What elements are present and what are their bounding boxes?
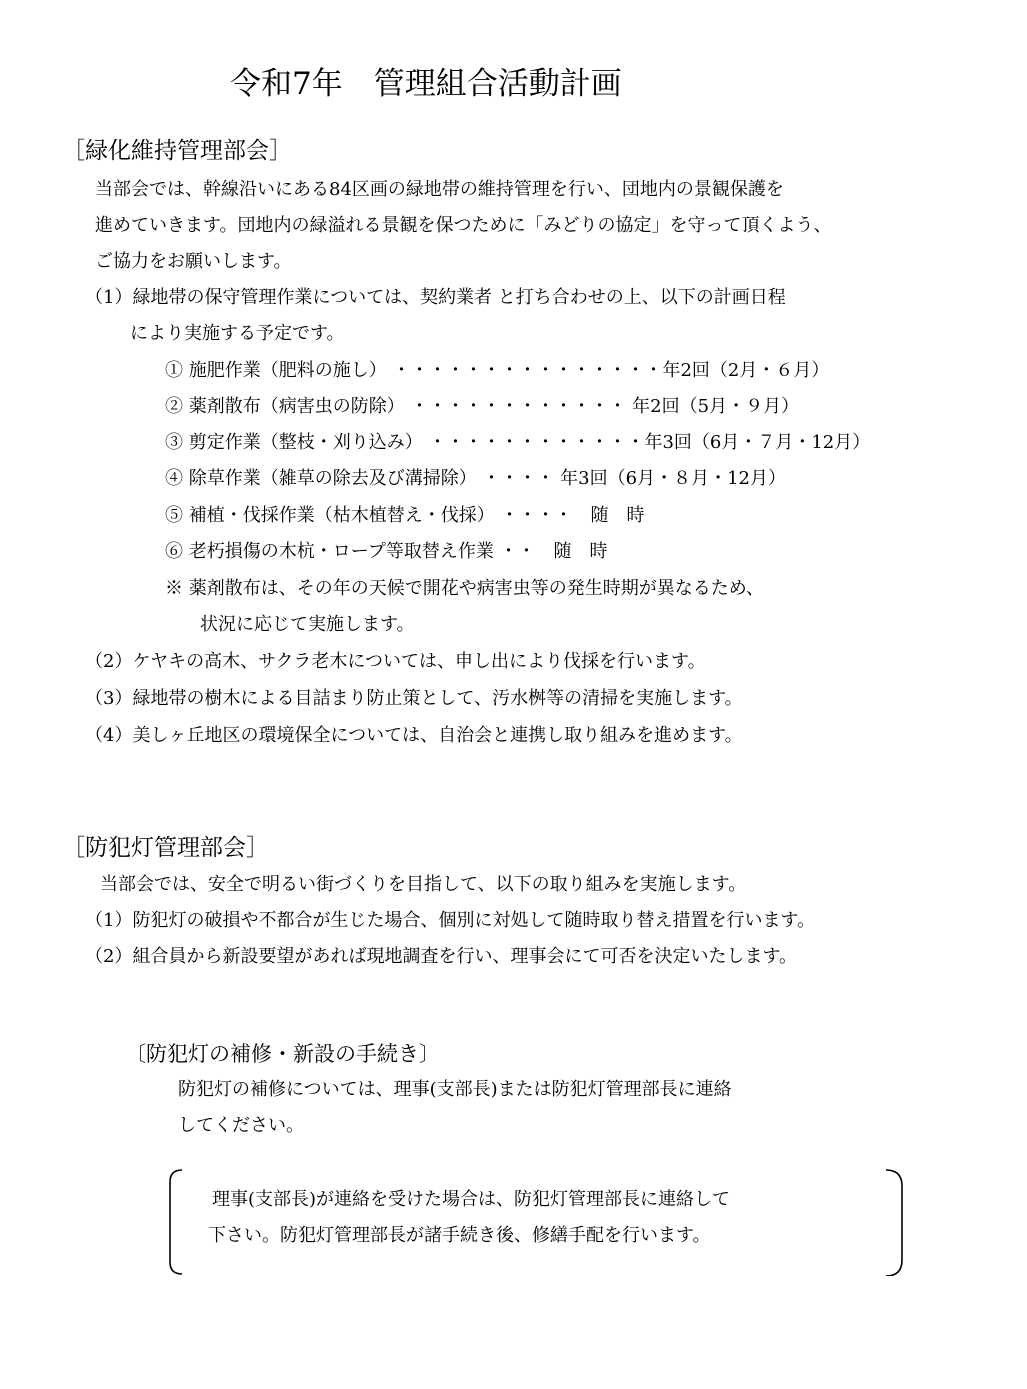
schedule-item: ① 施肥作業（肥料の施し） ・・・・・・・・・・・・・・・年2回（2月・６月） (165, 360, 830, 381)
schedule-item: ③ 剪定作業（整枝・刈り込み） ・・・・・・・・・・・・年3回（6月・７月・12月） (165, 432, 871, 453)
schedule-item: ② 薬剤散布（病害虫の防除） ・・・・・・・・・・・・ 年2回（5月・９月） (165, 396, 800, 417)
greenery-item-3: （3）緑地帯の樹木による目詰まり防止策として、汚水桝等の清掃を実施します。 (85, 688, 743, 709)
streetlight-heading: ［防犯灯管理部会］ (62, 835, 269, 861)
greenery-item-1: （1）緑地帯の保守管理作業については、契約業者 と打ち合わせの上、以下の計画日程 (85, 287, 786, 308)
schedule-item: ④ 除草作業（雑草の除去及び溝掃除） ・・・・ 年3回（6月・８月・12月） (165, 468, 786, 489)
greenery-item-2: （2）ケヤキの高木、サクラ老木については、申し出により伐採を行います。 (85, 651, 706, 672)
greenery-note-cont: 状況に応じて実施します。 (200, 614, 415, 635)
procedure-box-line: 理事(支部長)が連絡を受けた場合は、防犯灯管理部長に連絡して (212, 1189, 731, 1210)
greenery-intro-line: 当部会では、幹線沿いにある84区画の緑地帯の維持管理を行い、団地内の景観保護を (95, 179, 784, 200)
streetlight-item-2: （2）組合員から新設要望があれば現地調査を行い、理事会にて可否を決定いたします。 (85, 946, 798, 967)
greenery-intro-line: 進めていきます。団地内の緑溢れる景観を保つために「みどりの協定」を守って頂くよう、 (95, 215, 832, 236)
bracket-lines (168, 1168, 904, 1276)
procedure-body-cont: してください。 (178, 1115, 304, 1136)
greenery-note: ※ 薬剤散布は、その年の天候で開花や病害虫等の発生時期が異なるため、 (165, 578, 764, 599)
schedule-item: ⑤ 補植・伐採作業（枯木植替え・伐採） ・・・・ 随 時 (165, 505, 645, 526)
greenery-heading: ［緑化維持管理部会］ (62, 138, 292, 164)
procedure-box-line: 下さい。防犯灯管理部長が諸手続き後、修繕手配を行います。 (208, 1225, 711, 1246)
schedule-item: ⑥ 老朽損傷の木杭・ロープ等取替え作業 ・・ 随 時 (165, 541, 608, 562)
greenery-item-1-cont: により実施する予定です。 (130, 323, 345, 344)
procedure-body: 防犯灯の補修については、理事(支部長)または防犯灯管理部長に連絡 (178, 1079, 732, 1100)
procedure-note-box (168, 1168, 904, 1276)
greenery-intro-line: ご協力をお願いします。 (95, 251, 292, 272)
streetlight-item-1: （1）防犯灯の破損や不都合が生じた場合、個別に対処して随時取り替え措置を行います。 (85, 910, 816, 931)
greenery-item-4: （4）美しヶ丘地区の環境保全については、自治会と連携し取り組みを進めます。 (85, 725, 743, 746)
streetlight-intro: 当部会では、安全で明るい街づくりを目指して、以下の取り組みを実施します。 (100, 874, 747, 895)
page-title: 令和7年 管理組合活動計画 (230, 66, 622, 102)
procedure-heading: 〔防犯灯の補修・新設の手続き〕 (125, 1042, 440, 1066)
